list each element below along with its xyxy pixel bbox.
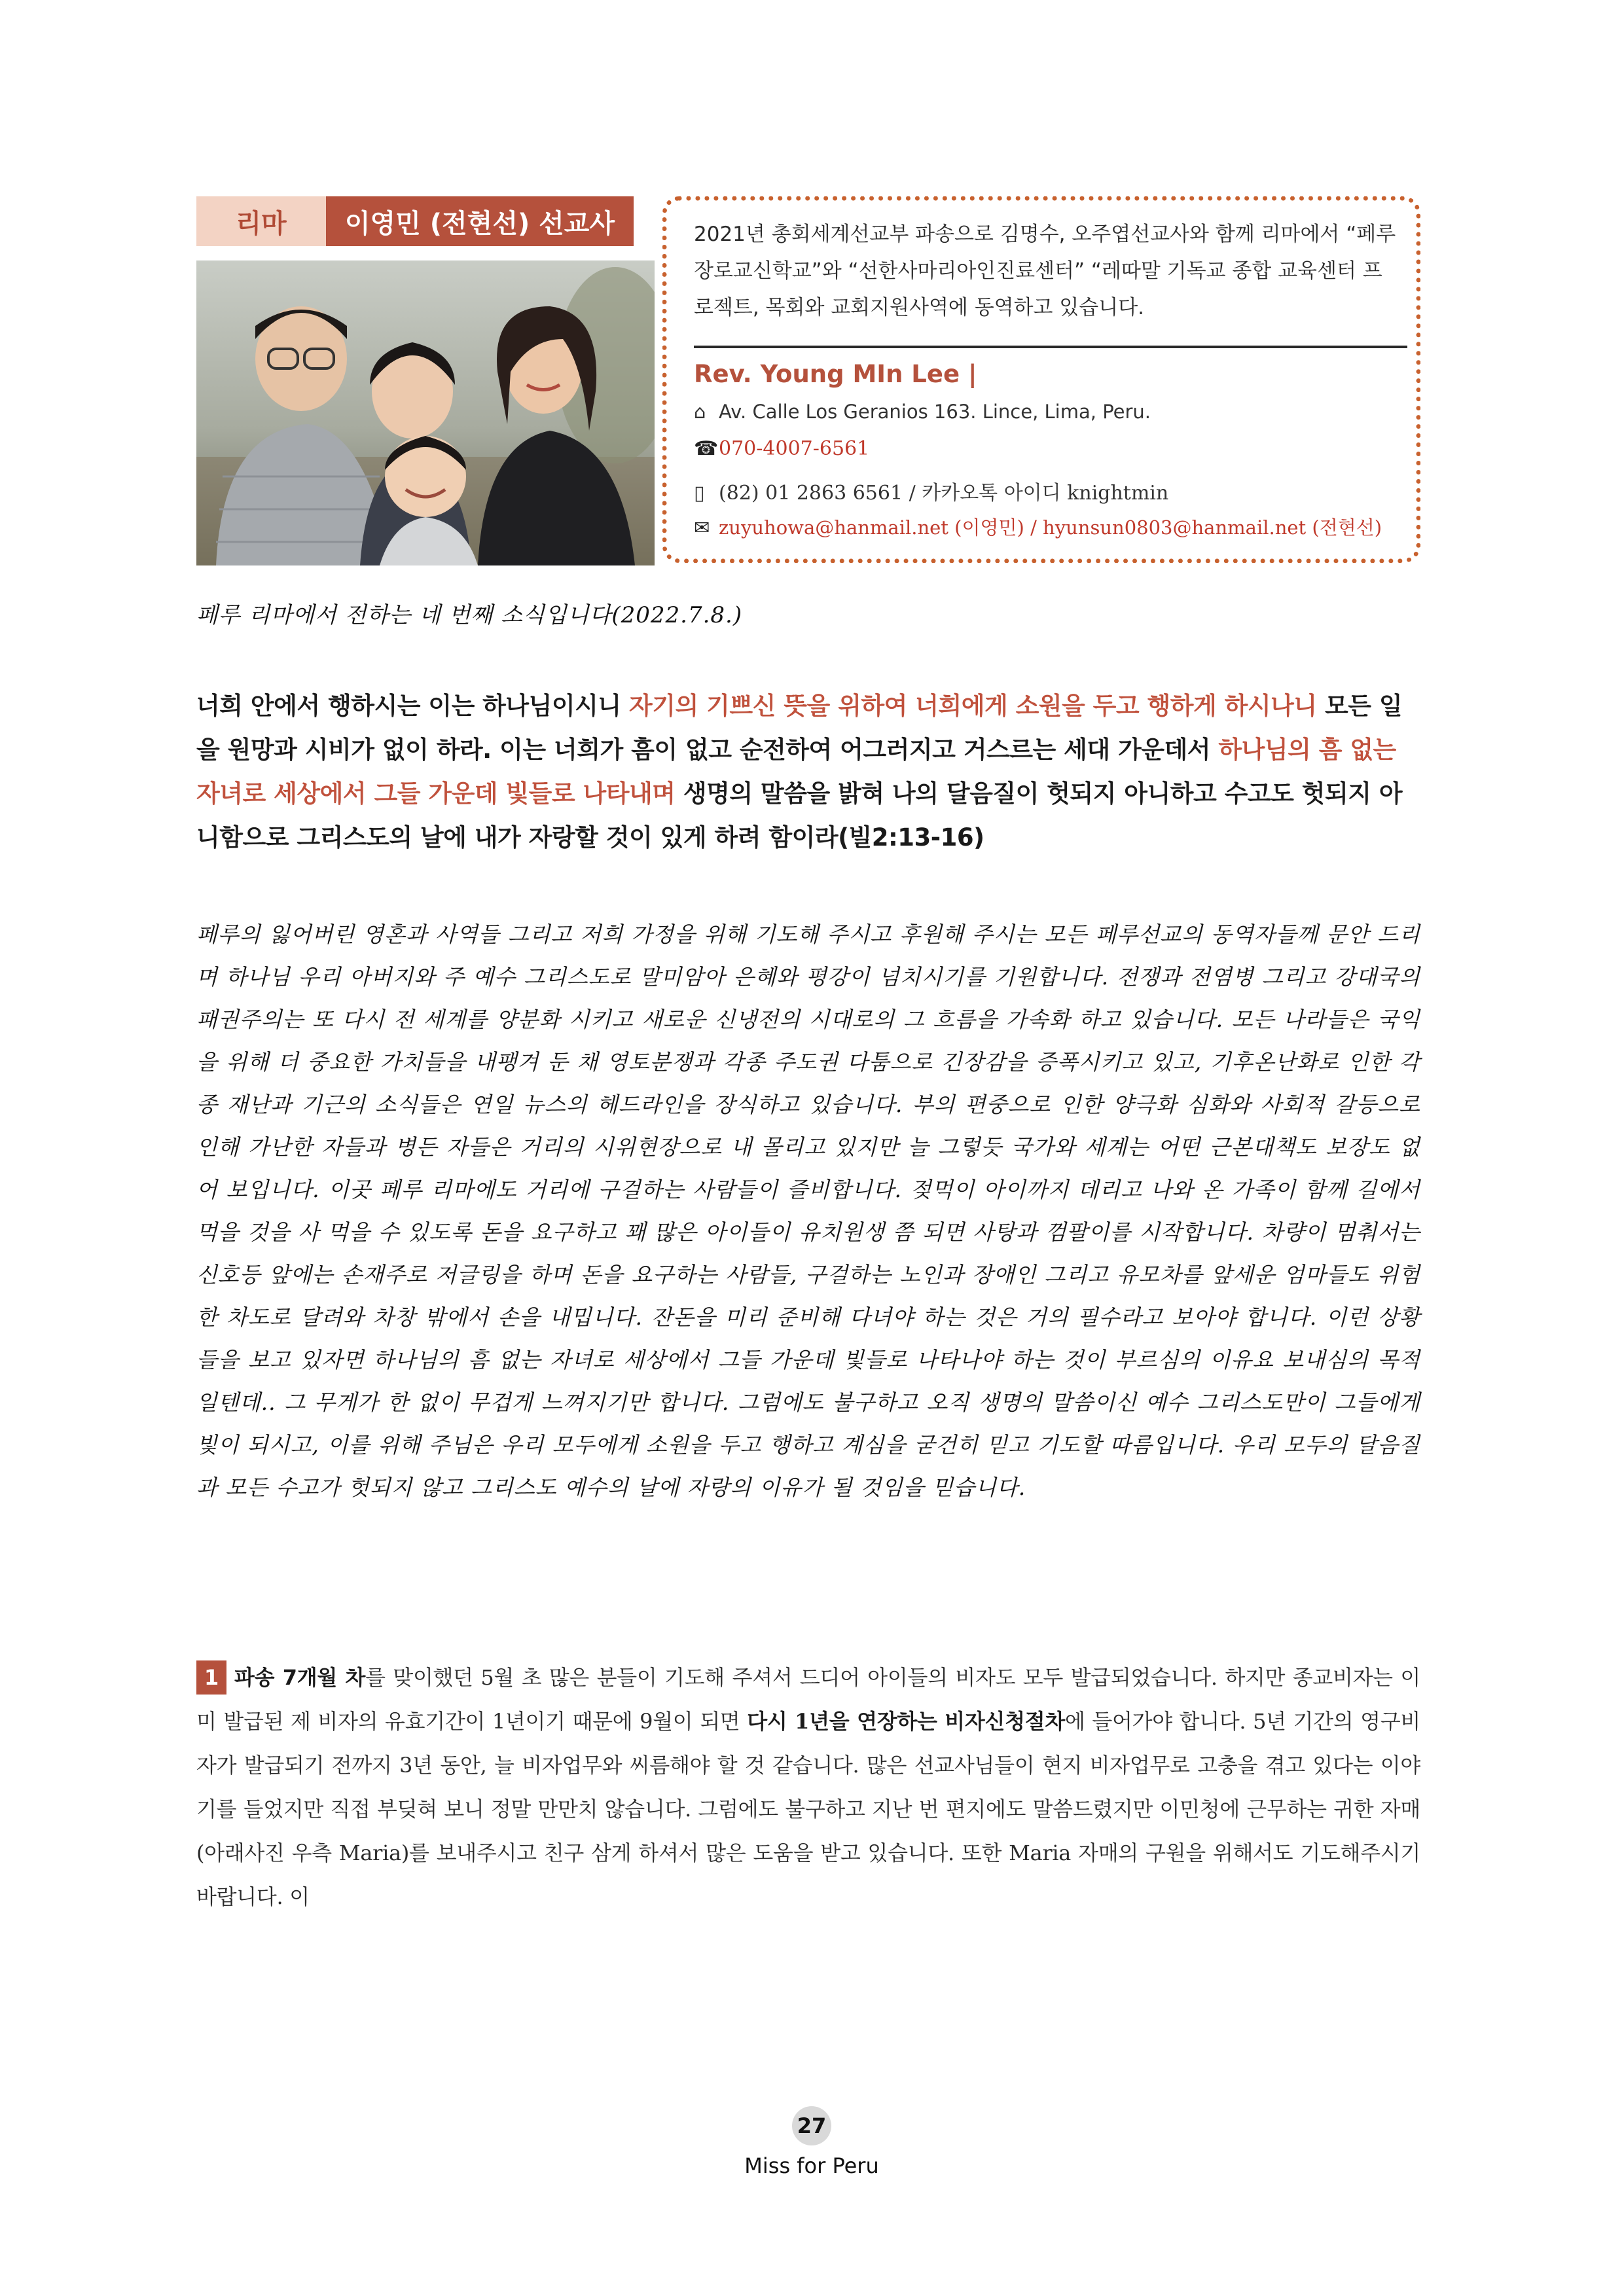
- section-one-bold-1: 파송 7개월 차: [234, 1665, 366, 1690]
- contact-name: Rev. Young MIn Lee |: [694, 360, 977, 388]
- section-one-text-1: 를 맞이했던 5월 초 많은 분들이 기도해 주셔서 드디어 아이들의 비자도 모두 발급되었습니다. 하지만 종교비자는 이미 발급된 제 비자의 유효기간이 1년이기 때문에 9월이 되면: [196, 1665, 1420, 1734]
- scripture-part-1: 너희 안에서 행하시는 이는 하나님이시니: [196, 692, 630, 720]
- scripture-highlight-1: 자기의 기쁘신 뜻을 위하여 너희에게 소원을 두고 행하게 하시나니: [629, 692, 1317, 720]
- address-text: Av. Calle Los Geranios 163. Lince, Lima, Peru.: [719, 401, 1151, 423]
- mobile-line: [694, 476, 1414, 505]
- section-one-bold-2: 다시 1년을 연장하는 비자신청절차: [747, 1709, 1065, 1734]
- page-number: 27: [792, 2106, 831, 2145]
- section-number-badge: 1: [196, 1660, 226, 1695]
- section-one: [196, 1656, 1420, 1919]
- region-tab: 리마: [196, 196, 326, 246]
- scripture-highlight-2: 하나님의 흠 없는 자녀로 세상에서 그들 가운데 빛들로 나타내며: [196, 736, 1396, 808]
- footer-title: Miss for Peru: [744, 2153, 879, 2178]
- missionary-name-tab: 이영민 (전현선) 선교사: [326, 196, 634, 246]
- home-icon: ⌂: [694, 401, 706, 423]
- scripture-part-3: 생명의 말씀을 밝혀 나의 달음질이 헛되지 아니하고 수고도 헛되지 아니함으로 그리스도의 날에 내가 자랑할 것이 있게 하려 함이라(빌2:13-16): [196, 780, 1403, 852]
- mobile-icon: ▯: [694, 482, 705, 505]
- mobile-text: (82) 01 2863 6561 / 카카오톡 아이디 knightmin: [719, 482, 1169, 505]
- handwritten-letter-body: 페루의 잃어버린 영혼과 사역들 그리고 저희 가정을 위해 기도해 주시고 후원해 주시는 모든 페루선교의 동역자들께 문안 드리며 하나님 우리 아버지와 주 예수 그리스도로 말미암아 은혜와 평강이 넘치시기를 기원합니다. 전쟁과 전염병 그리고 강대국의 패권주의는 또 다시 전 세계를 양분화 시키고 새로운 신냉전의 시대로의 그 흐름을 가속화 하고 있습니다. 모든 나라들은 국익을 위해 더 중요한 가치들을 내팽겨 둔 채 영토분쟁과 각종 주도권 다툼으로 긴장감을 증폭시키고 있고, 기후온난화로 인한 각종 재난과 기근의 소식들은 연일 뉴스의 헤드라인을 장식하고 있습니다. 부의 편중으로 인한 양극화 심화와 사회적 갈등으로 인해 가난한 자들과 병든 자들은 거리의 시위현장으로 내 몰리고 있지만 늘 그렇듯 국가와 세계는 어떤 근본대책도 보장도 없어 보입니다. 이곳 페루 리마에도 거리에 구걸하는 사람들이 즐비합니다. 젖먹이 아이까지 데리고 나와 온 가족이 함께 길에서 먹을 것을 사 먹을 수 있도록 돈을 요구하고 꽤 많은 아이들이 유치원생 쯤 되면 사탕과 껌팔이를 시작합니다. 차량이 멈춰서는 신호등 앞에는 손재주로 저글링을 하며 돈을 요구하는 사람들, 구걸하는 노인과 장애인 그리고 유모차를 앞세운 엄마들도 위험한 차도로 달려와 차창 밖에서 손을 내밉니다. 잔돈을 미리 준비해 다녀야 하는 것은 거의 필수라고 보아야 합니다. 이런 상황들을 보고 있자면 하나님의 흠 없는 자녀로 세상에서 그들 가운데 빛들로 나타나야 하는 것이 부르심의 이유요 보내심의 목적일텐데.. 그 무게가 한 없이 무겁게 느껴지기만 합니다. 그럼에도 불구하고 오직 생명의 말씀이신 예수 그리스도만이 그들에게 빛이 되시고, 이를 위해 주님은 우리 모두에게 소원을 두고 행하고 계심을 굳건히 믿고 기도할 따름입니다. 우리 모두의 달음질과 모든 수고가 헛되지 않고 그리스도 예수의 날에 자랑의 이유가 될 것임을 믿습니다.: [196, 922, 1420, 1500]
- email-text[interactable]: zuyuhowa@hanmail.net (이영민) / hyunsun0803@hanmail.net (전현선): [719, 516, 1382, 539]
- family-photo: [196, 260, 655, 565]
- address-line: [694, 401, 1414, 423]
- email-line: [694, 513, 1414, 540]
- phone-text: 070-4007-6561: [719, 437, 870, 460]
- scripture-part-2: 모든 일을 원망과 시비가 없이 하라. 이는 너희가 흠이 없고 순전하여 어그러지고 거스르는 세대 가운데서: [196, 692, 1403, 764]
- letter-title: 페루 리마에서 전하는 네 번째 소식입니다(2022.7.8.): [196, 602, 743, 628]
- phone-icon: ☎: [694, 437, 719, 460]
- missionary-intro: 2021년 총회세계선교부 파송으로 김명수, 오주엽선교사와 함께 리마에서 “페루장로교신학교”와 “선한사마리아인진료센터” “레따말 기독교 종합 교육센터 프로젝트, 목회와 교회지원사역에 동역하고 있습니다.: [694, 223, 1396, 319]
- info-divider: [694, 346, 1407, 348]
- section-one-text-2: 에 들어가야 합니다. 5년 기간의 영구비자가 발급되기 전까지 3년 동안, 늘 비자업무와 씨름해야 할 것 같습니다. 많은 선교사님들이 현지 비자업무로 고충을 겪고 있다는 이야기를 들었지만 직접 부딪혀 보니 정말 만만치 않습니다. 그럼에도 불구하고 지난 번 편지에도 말씀드렸지만 이민청에 근무하는 귀한 자매(아래사진 우측 Maria)를 보내주시고 친구 삼게 하셔서 많은 도움을 받고 있습니다. 또한 Maria 자매의 구원을 위해서도 기도해주시기 바랍니다. 이: [196, 1709, 1420, 1909]
- scripture-passage: [196, 684, 1420, 859]
- phone-line: [694, 437, 1414, 460]
- mail-icon: ✉: [694, 516, 710, 539]
